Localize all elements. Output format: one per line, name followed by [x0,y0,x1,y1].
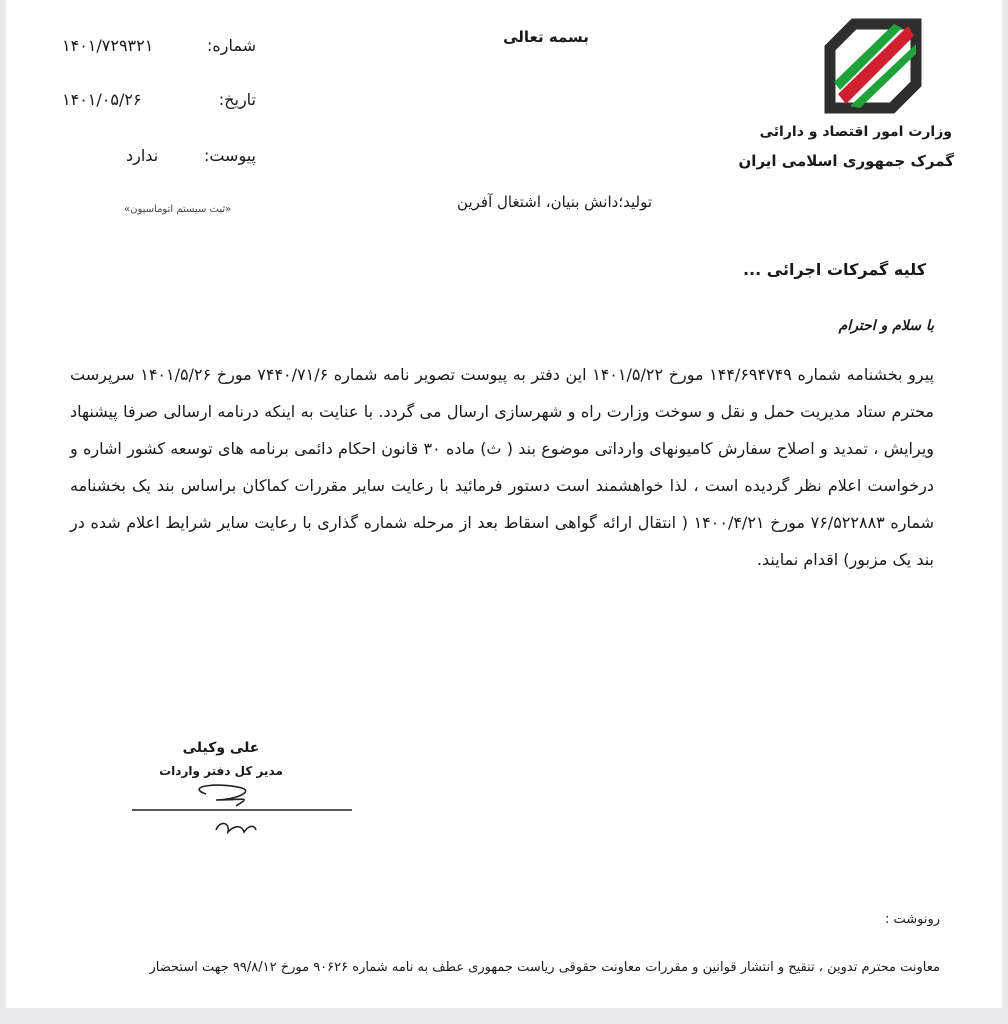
number-value: ۱۴۰۱/۷۲۹۳۲۱ [62,36,154,55]
customs-logo-icon [824,18,922,114]
number-label: شماره: [206,36,256,55]
signer-title: مدیر کل دفتر واردات [159,764,283,778]
salutation: با سلام و احترام [838,318,934,334]
letter-body: پیرو بخشنامه شماره ۱۴۴/۶۹۴۷۴۹ مورخ ۱۴۰۱/۵/۲۲ این دفتر به پیوست تصویر نامه شماره ۷۴۴۰/۷۱/۶ مورخ ۱۴۰۱/۵/۲۶ سرپرست محترم ستاد مدیریت حمل و نقل و سوخت وزارت راه و شهرسازی ارسال می گردد. با عنایت به اینکه درنامه ارسالی صرفا پیشنهاد ویرایش ، تمدید و اصلاح سفارش کامیونهای وارداتی موضوع بند ( ث) ماده ۳۰ قانون احکام دائمی برنامه های توسعه کشور اشاره و درخواست اعلام نظر گردیده است ، لذا خواهشمند است دستور فرمائید با رعایت سایر مقررات کماکان براساس بند یک بخشنامه شماره ۷۶/۵۲۲۸۸۳ مورخ ۱۴۰۰/۴/۲۱ ( انتقال ارائه گواهی اسقاط بعد از مرحله شماره گذاری با رعایت سایر شرایط اعلام شده در بند یک مزبور) اقدام نمایند. [70,365,935,569]
cc-text: معاونت محترم تدوین ، تنقیح و انتشار قوانین و مقررات معاونت حقوقی ریاست جمهوری عطف به نامه شماره ۹۰۶۲۶ مورخ ۹۹/۸/۱۲ جهت استحضار [149,960,940,975]
date-label: تاریخ: [218,90,256,109]
year-slogan: تولید؛دانش بنیان، اشتغال آفرین [457,193,652,211]
date-value: ۱۴۰۱/۰۵/۲۶ [62,90,142,109]
recipient: کلیه گمرکات اجرائی ... [742,260,926,279]
automation-stamp: «ثبت سیستم اتوماسیون» [124,204,232,215]
cc-label: رونوشت : [884,912,940,927]
bismillah: بسمه تعالی [503,28,589,46]
customs-name: گمرک جمهوری اسلامی ایران [738,152,954,170]
letter-page [6,0,1002,1008]
ministry-name: وزارت امور اقتصاد و دارائی [759,124,952,140]
handwritten-signature-icon [124,780,364,840]
attachment-value: ندارد [126,146,159,165]
attachment-label: پیوست: [203,146,256,165]
signer-name: علی وکیلی [182,740,260,756]
